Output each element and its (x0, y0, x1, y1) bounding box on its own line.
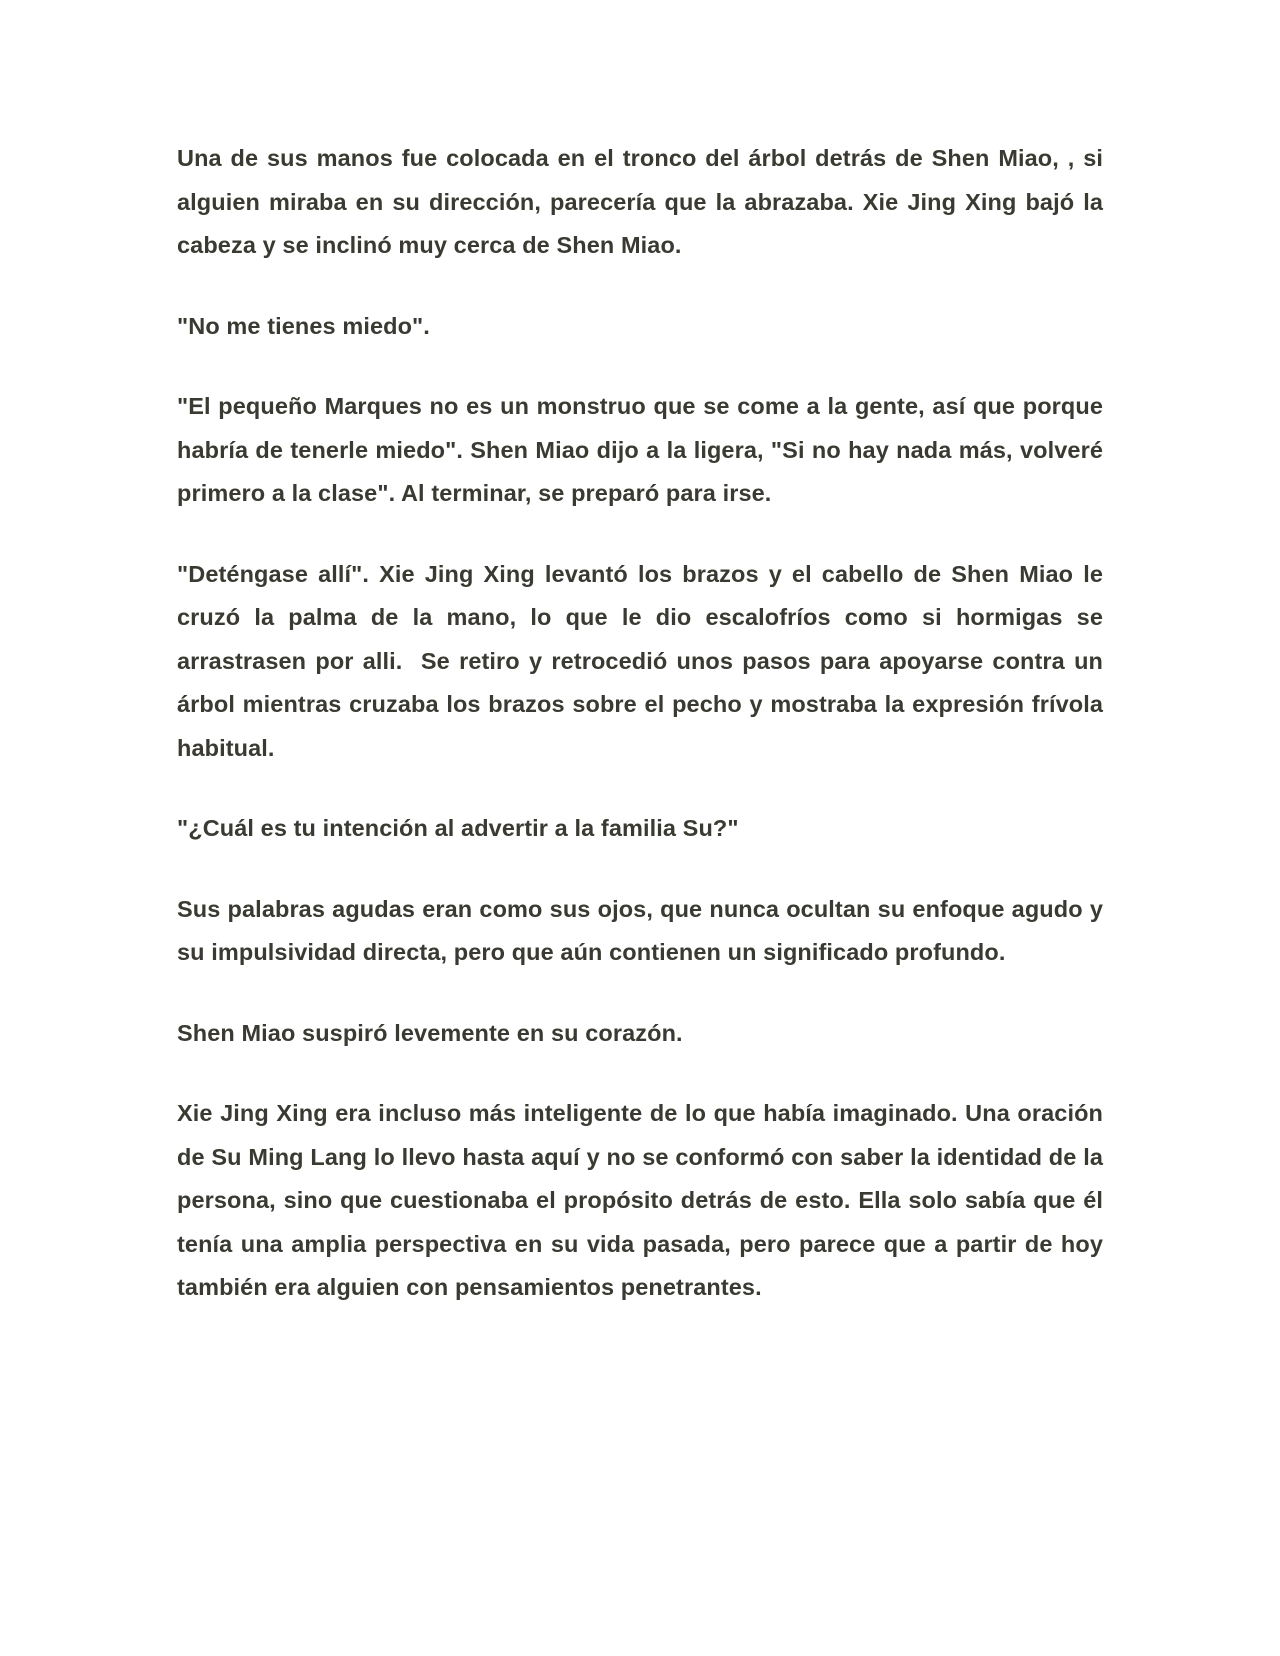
paragraph-5: "¿Cuál es tu intención al advertir a la familia Su?" (177, 815, 739, 841)
paragraph-6: Sus palabras agudas eran como sus ojos, que nunca ocultan su enfoque agudo y su impulsividad directa, pero que aún contienen un significado profundo. (177, 895, 1110, 965)
paragraph-2: "No me tienes miedo". (177, 312, 430, 339)
paragraph-8: Xie Jing Xing era incluso más inteligente de lo que había imaginado. Una oración de Su Ming Lang lo llevo hasta aquí y no se conformó con saber la identidad de la persona, sino que cuestionaba el propósito detrás de esto. Ella solo sabía que él tenía una amplia perspectiva en su vida pasada, pero parece que a partir de hoy también era alguien con pensamientos penetrantes. (177, 1100, 1110, 1300)
paragraph-1: Una de sus manos fue colocada en el tronco del árbol detrás de Shen Miao, , si alguien miraba en su dirección, parecería que la abrazaba. Xie Jing Xing bajó la cabeza y se inclinó muy cerca de Shen Miao. (177, 145, 1110, 258)
paragraph-7: Shen Miao suspiró levemente en su corazón. (177, 1019, 683, 1046)
paragraph-4: "Deténgase allí". Xie Jing Xing levantó los brazos y el cabello de Shen Miao le cruzó la palma de la mano, lo que le dio escalofríos como si hormigas se arrastrasen por alli. Se retiro y retrocedió unos pasos para apoyarse contra un árbol mientras cruzaba los brazos sobre el pecho y mostraba la expresión frívola habitual. (177, 560, 1110, 761)
document-body (177, 137, 1110, 1347)
paragraph-3: "El pequeño Marques no es un monstruo que se come a la gente, así que porque habría de tenerle miedo". Shen Miao dijo a la ligera, "Si no hay nada más, volveré primero a la clase". Al terminar, se preparó para irse. (177, 393, 1110, 506)
